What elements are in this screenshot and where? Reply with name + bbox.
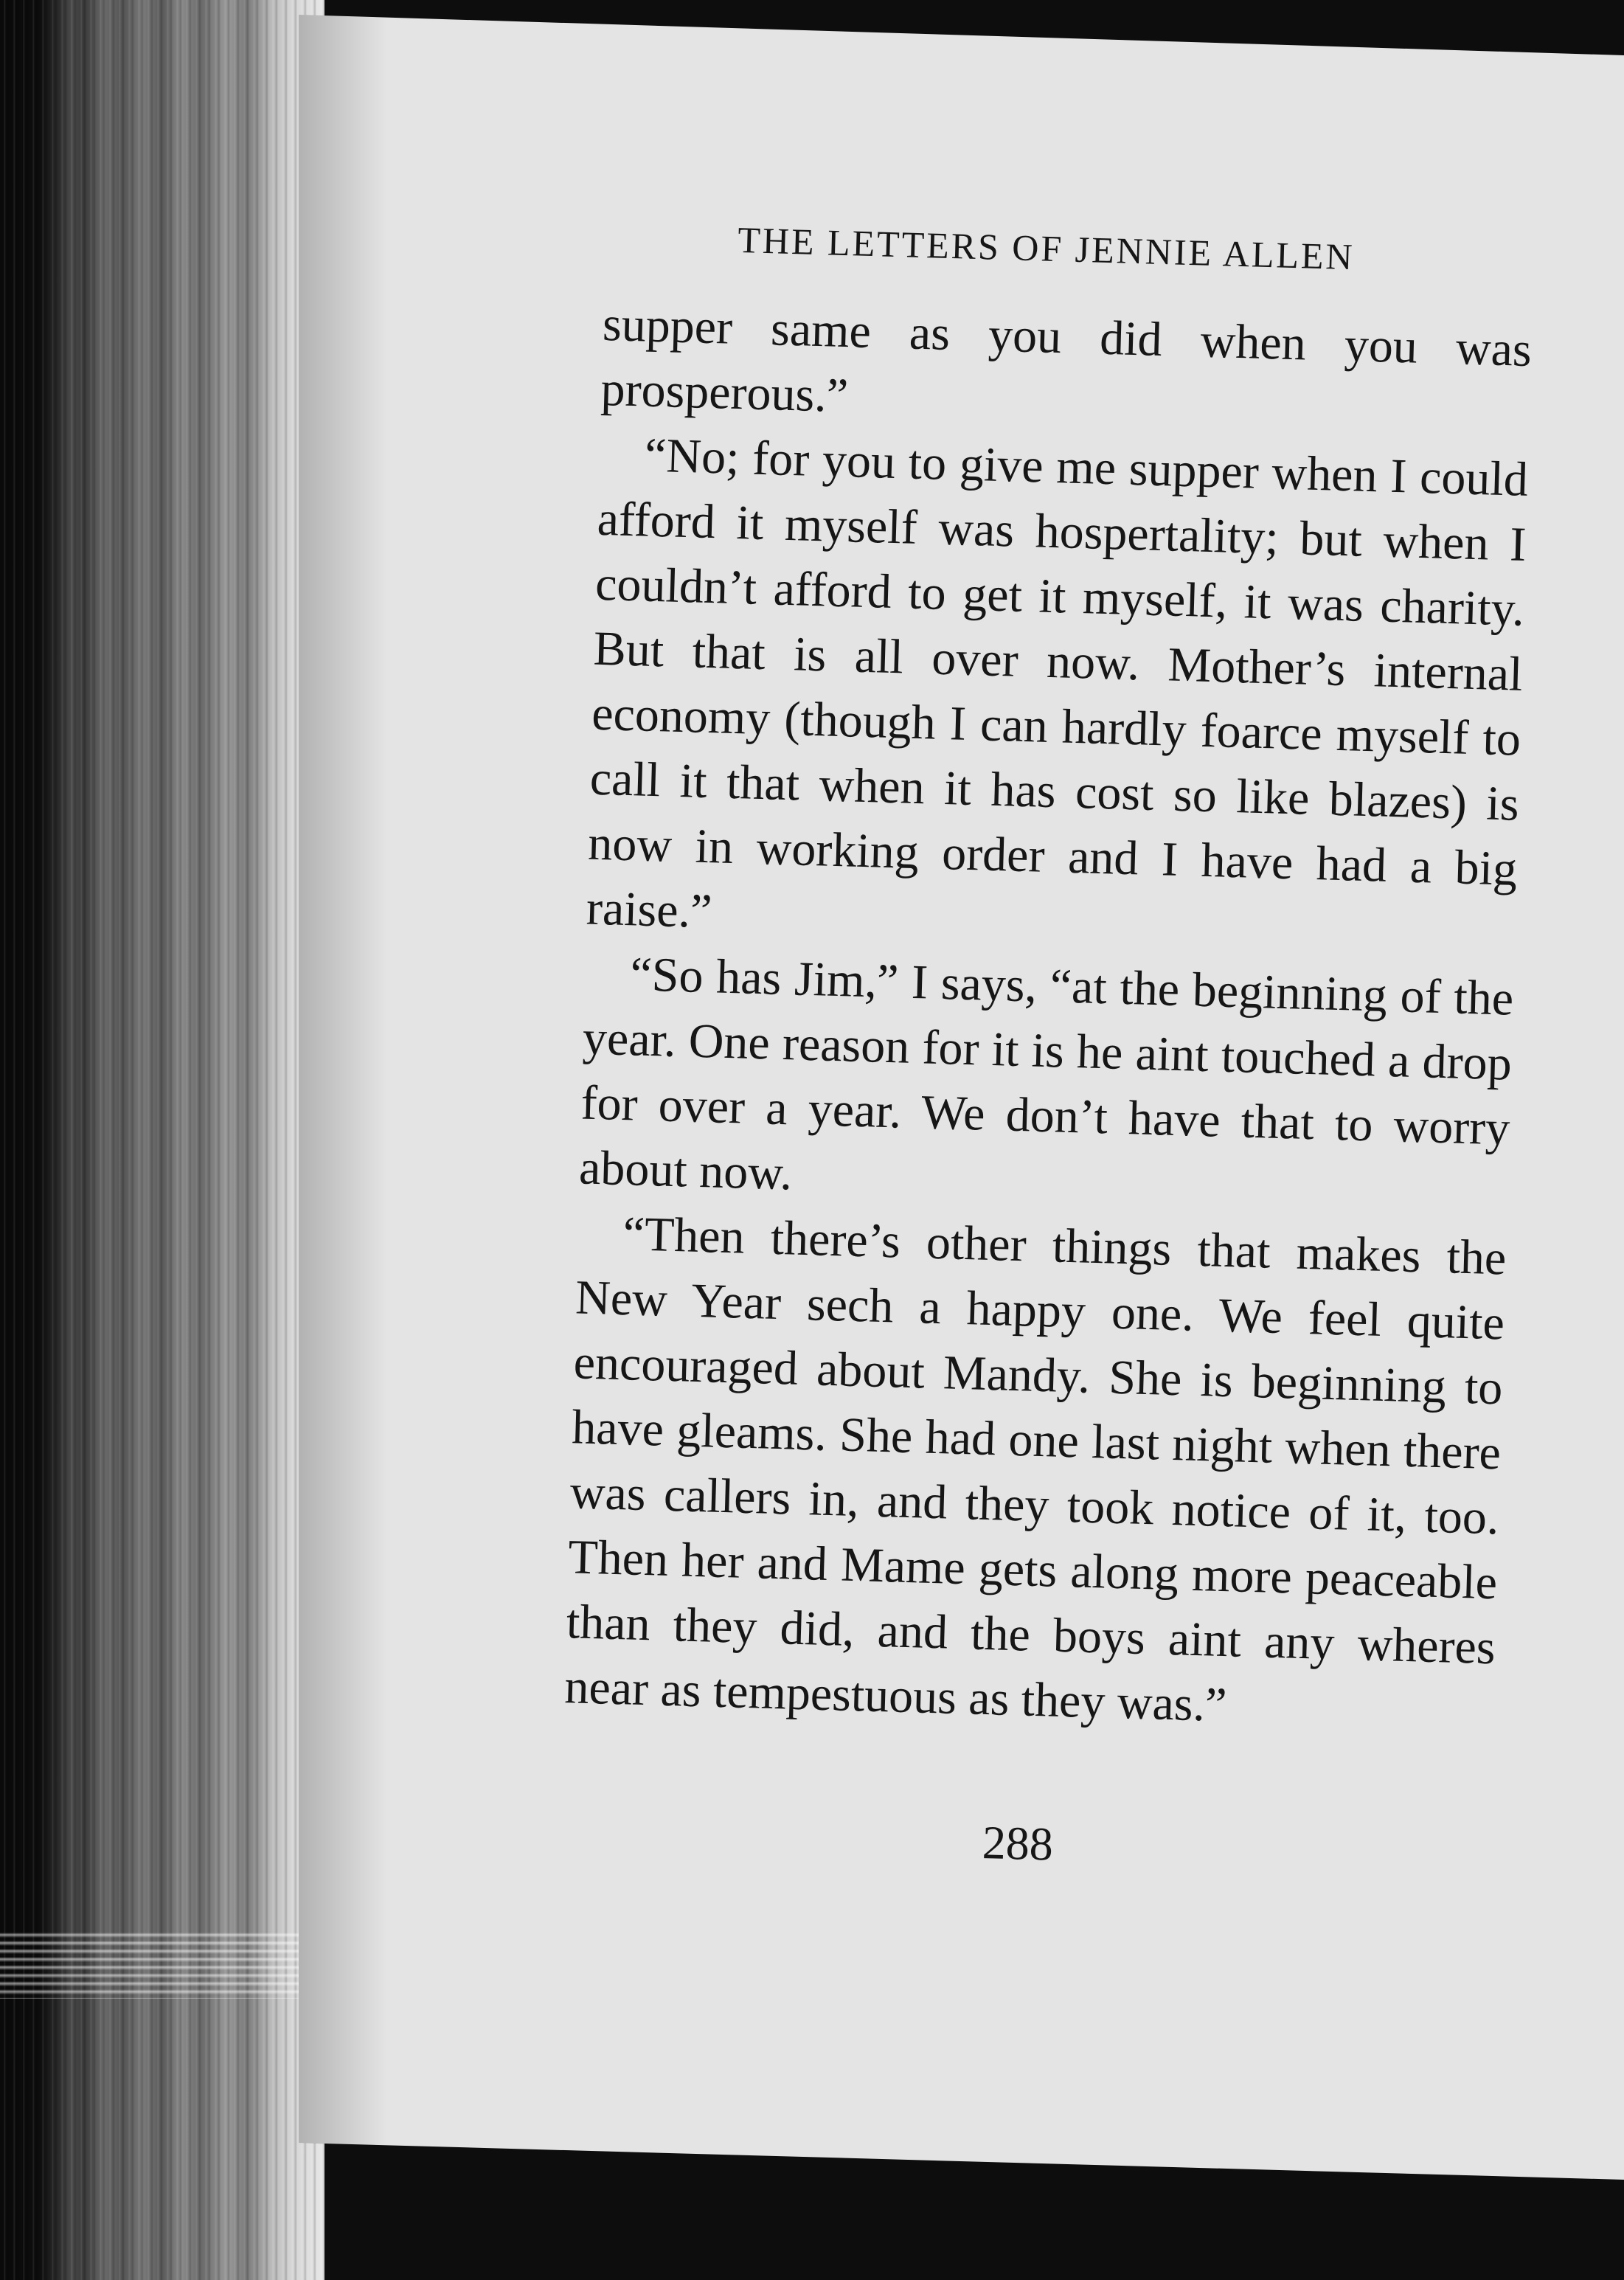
running-head: THE LETTERS OF JENNIE ALLEN <box>737 218 1356 278</box>
paragraph: “So has Jim,” I says, “at the beginning of the year. One reason for it is he aint touched a drop for over a year. We don’t have that to worry about now. <box>578 947 1515 1201</box>
body-text <box>563 292 1533 1745</box>
paragraph: supper same as you did when you was prosperous.” <box>600 297 1533 423</box>
page-number: 288 <box>981 1816 1054 1871</box>
paragraph: “No; for you to give me supper when I could afford it myself was hospertality; but when I couldn’t afford to get it myself, it was charity. But that is all over now. Mother’s internal economy (though I can hardly foarce myself to call it that when it has cost so like blazes) is now in working order and I have had a big raise.” <box>586 428 1529 939</box>
paragraph: “Then there’s other things that makes the New Year sech a happy one. We feel quite encouraged about Mandy. She is beginning to have gleams. She had one last night when there was callers in, and they took notice of it, too. Then her and Mame gets along more peaceable than they did, and the boys aint any wheres near as tempestuous as they was.” <box>563 1207 1507 1733</box>
